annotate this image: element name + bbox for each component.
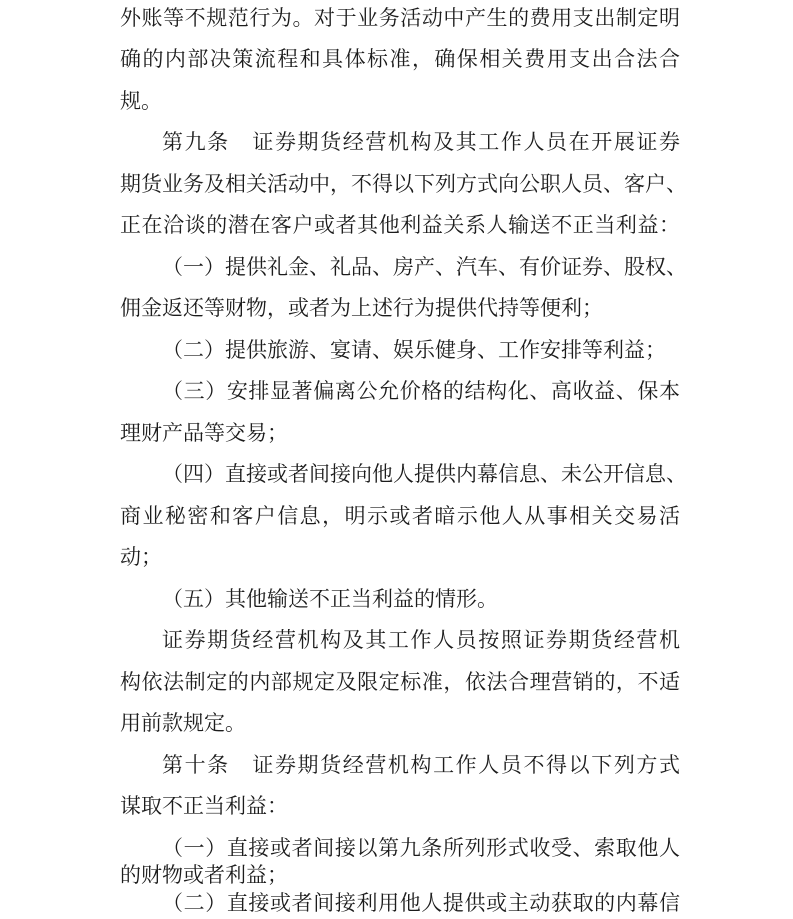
- text-line: 佣金返还等财物，或者为上述行为提供代持等便利；: [120, 296, 603, 320]
- text-line: 用前款规定。: [120, 711, 246, 735]
- text-line: 外账等不规范行为。对于业务活动中产生的费用支出制定明: [120, 6, 680, 30]
- text-line: 构依法制定的内部规定及限定标准，依法合理营销的，不适: [120, 670, 680, 694]
- text-line: 确的内部决策流程和具体标准，确保相关费用支出合法合: [120, 47, 680, 71]
- list-item-line: （四）直接或者间接向他人提供内幕信息、未公开信息、: [162, 462, 687, 486]
- text-line: 正在洽谈的潜在客户或者其他利益关系人输送不正当利益：: [120, 213, 680, 237]
- text-line: 动；: [120, 545, 162, 569]
- article-10-heading-line: 第十条 证券期货经营机构工作人员不得以下列方式: [162, 753, 680, 777]
- text-line: 的财物或者利益；: [120, 863, 288, 887]
- text-line: 期货业务及相关活动中，不得以下列方式向公职人员、客户、: [120, 172, 687, 196]
- list-item-line: （一）直接或者间接以第九条所列形式收受、索取他人: [162, 836, 680, 860]
- list-item-line: （二）直接或者间接利用他人提供或主动获取的内幕信: [162, 891, 680, 915]
- article-9-heading-line: 第九条 证券期货经营机构及其工作人员在开展证券: [162, 130, 680, 154]
- list-item-line: （五）其他输送不正当利益的情形。: [162, 587, 498, 611]
- text-line: 理财产品等交易；: [120, 421, 288, 445]
- list-item-line: （一）提供礼金、礼品、房产、汽车、有价证券、股权、: [162, 255, 687, 279]
- text-line: 规。: [120, 89, 162, 113]
- text-line: 商业秘密和客户信息，明示或者暗示他人从事相关交易活: [120, 504, 680, 528]
- paragraph-line: 证券期货经营机构及其工作人员按照证券期货经营机: [162, 628, 680, 652]
- list-item-line: （二）提供旅游、宴请、娱乐健身、工作安排等利益；: [162, 338, 666, 362]
- text-line: 谋取不正当利益：: [120, 794, 288, 818]
- list-item-line: （三）安排显著偏离公允价格的结构化、高收益、保本: [162, 379, 680, 403]
